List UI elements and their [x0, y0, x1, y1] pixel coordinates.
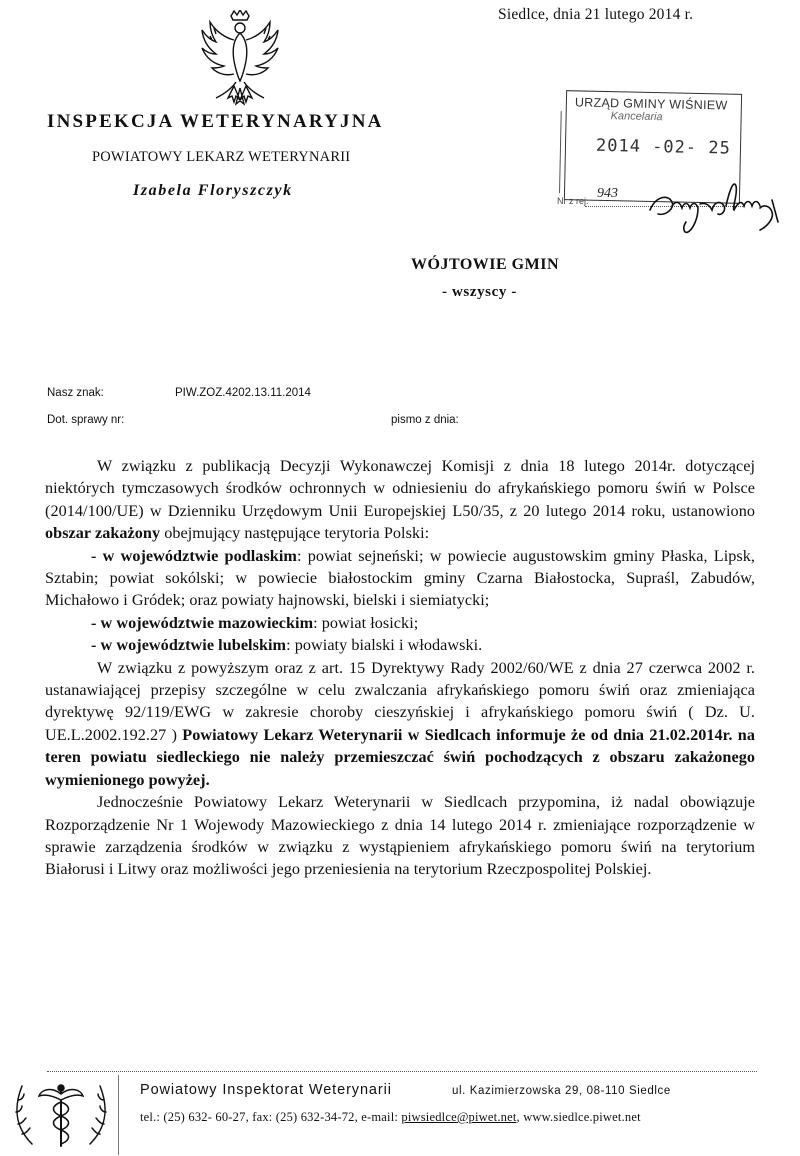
our-reference-value: PIW.ZOZ.4202.13.11.2014 [175, 387, 311, 399]
footer-divider [47, 1071, 757, 1072]
footer-website-link[interactable]: www.siedlce.piwet.net [523, 1110, 641, 1124]
paragraph-intro-text: W związku z publikacją Decyzji Wykonawczej Komisji z dnia 18 lutego 2014r. dotyczącej niektórych tymczasowych środków ochronnych w odniesieniu do afrykańskiego pomoru świń w Polsce (2014/100/UE) w Dzienniku Urzędowym Unii Europejskiej L50/35, z 20 lutego 2014 roku, ustanowiono [45, 457, 755, 520]
list-item-lubelskie [45, 634, 755, 656]
official-name: Izabela Floryszczyk [133, 182, 293, 199]
list-item-mazowieckie [45, 612, 755, 634]
paragraph-intro [45, 455, 755, 545]
recipient-title: WÓJTOWIE GMIN [411, 256, 559, 273]
footer-organization: Powiatowy Inspektorat Weterynarii [140, 1082, 392, 1098]
footer-phone-fax: tel.: (25) 632- 60-27, fax: (25) 632-34-72, e-mail: [140, 1110, 402, 1124]
office-title: POWIATOWY LEKARZ WETERYNARII [92, 149, 351, 165]
list-item-podlaskie-label: - w województwie podlaskim [91, 546, 297, 565]
list-item-mazowieckie-text: : powiat łosicki; [313, 613, 419, 632]
handwritten-signature-icon [642, 176, 782, 238]
letter-date-label: pismo z dnia: [391, 414, 459, 426]
polish-eagle-emblem-icon [198, 10, 282, 110]
list-item-podlaskie-text: : powiat sejneński; w powiecie augustowskim gminy Płaska, Lipsk, Sztabin; powiat sokólski; w powiecie białostockim gminy Czarna Białostocka, Supraśl, Zabudów, Michałowo i Gródek; oraz powiaty hajnowski, bielski i siemiatycki; [45, 546, 756, 610]
infected-zone-term: obszar zakażony [45, 524, 161, 543]
recipient-subtitle: - wszyscy - [442, 284, 517, 300]
stamp-received-date: 2014 -02- 25 [595, 135, 732, 159]
case-number-label: Dot. sprawy nr: [47, 414, 125, 426]
list-item-lubelskie-text: : powiaty bialski i włodawski. [286, 636, 483, 655]
letter-body [45, 455, 755, 881]
stamp-number-label: Nr z rej. [557, 196, 589, 206]
document-date: Siedlce, dnia 21 lutego 2014 r. [498, 6, 694, 23]
paragraph-announcement-text: W związku z powyższym oraz z art. 15 Dyrektywy Rady 2002/60/WE z dnia 27 czerwca 2002 r. ustanawiającej przepisy szczególne w celu zwalczania afrykańskiego pomoru świń oraz zmieniająca dyrektywę 92/119/EWG w zakresie choroby cieszyńskiej i afrykańskiego pomoru świń ( Dz. U. UE.L.2002.192.27 ) [45, 658, 755, 744]
footer-separator-text: , [516, 1110, 524, 1124]
stamp-organization: URZĄD GMINY WIŚNIEW [574, 95, 728, 113]
footer-email-link[interactable]: piwsiedlce@piwet.net [401, 1110, 517, 1124]
paragraph-announcement [45, 657, 755, 791]
stamp-department: Kancelaria [610, 110, 663, 124]
stamp-handwritten-number: 943 [597, 186, 618, 201]
paragraph-reminder: Jednocześnie Powiatowy Lekarz Weterynarii w Siedlcach przypomina, iż nadal obowiązuje Rozporządzenie Nr 1 Wojewody Mazowieckiego z dnia 14 lutego 2014 r. zmieniające rozporządzenie w sprawie zarządzenia środków w związku z wystąpieniem afrykańskiego pomoru świń na terytorium Białorusi i Litwy oraz możliwości jego przeniesienia na terytorium Rzeczpospolitej Polskiej. [45, 793, 755, 879]
our-reference-label: Nasz znak: [47, 387, 104, 399]
list-item-lubelskie-label: - w województwie lubelskim [91, 636, 287, 655]
list-item-mazowieckie-label: - w województwie mazowieckim [91, 613, 314, 632]
footer-contact [140, 1110, 641, 1125]
footer-address: ul. Kazimierzowska 29, 08-110 Siedlce [452, 1085, 671, 1097]
list-item-podlaskie [45, 545, 755, 612]
institution-title: INSPEKCJA WETERYNARYJNA [47, 111, 384, 132]
footer-separator [118, 1075, 119, 1155]
caduceus-logo-icon [12, 1080, 110, 1152]
announcement-bold: Powiatowy Lekarz Weterynarii w Siedlcach informuje że od dnia 21.02.2014r. na teren powiatu siedleckiego nie należy przemieszczać świń pochodzących z obszaru zakażonego wymienionego powyżej. [45, 725, 756, 789]
paragraph-intro-end: obejmujący następujące terytoria Polski: [160, 524, 430, 543]
